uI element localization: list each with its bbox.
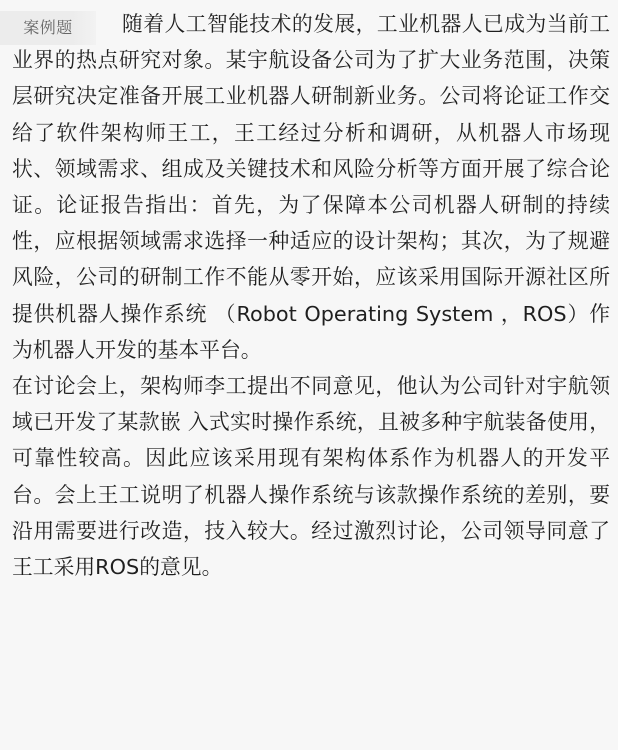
paragraph-background: 随着人工智能技术的发展，工业机器人已成为当前工业界的热点研究对象。某宇航设备公司为了扩大业务范围，决策层研究决定准备开展工业机器人研制新业务。公司将论证工作交给了软件架构师王工，王工经过分析和调研，从机器人市场现状、领域需求、组成及关键技术和风险分析等方面开展了综合论证。论证报告指出：首先，为了保障本公司机器人研制的持续性，应根据领域需求选择一种适应的设计架构；其次，为了规避风险，公司的研制工作不能从零开始，应该采用国际开源社区所提供机器人操作系统 （Robot Operating System ，ROS）作为机器人开发的基本平台。 (12, 12, 610, 362)
case-question-tag: 案例题 (0, 11, 96, 45)
case-question-text (12, 6, 610, 585)
paragraph-discussion: 在讨论会上，架构师李工提出不同意见，他认为公司针对宇航领域已开发了某款嵌 入式实时操作系统，且被多种宇航装备使用，可靠性较高。因此应该采用现有架构体系作为机器人的开发平台。会上王工说明了机器人操作系统与该款操作系统的差别，要沿用需要进行改造，技入较大。经过激烈讨论，公司领导同意了王工采用ROS的意见。 (12, 374, 610, 580)
